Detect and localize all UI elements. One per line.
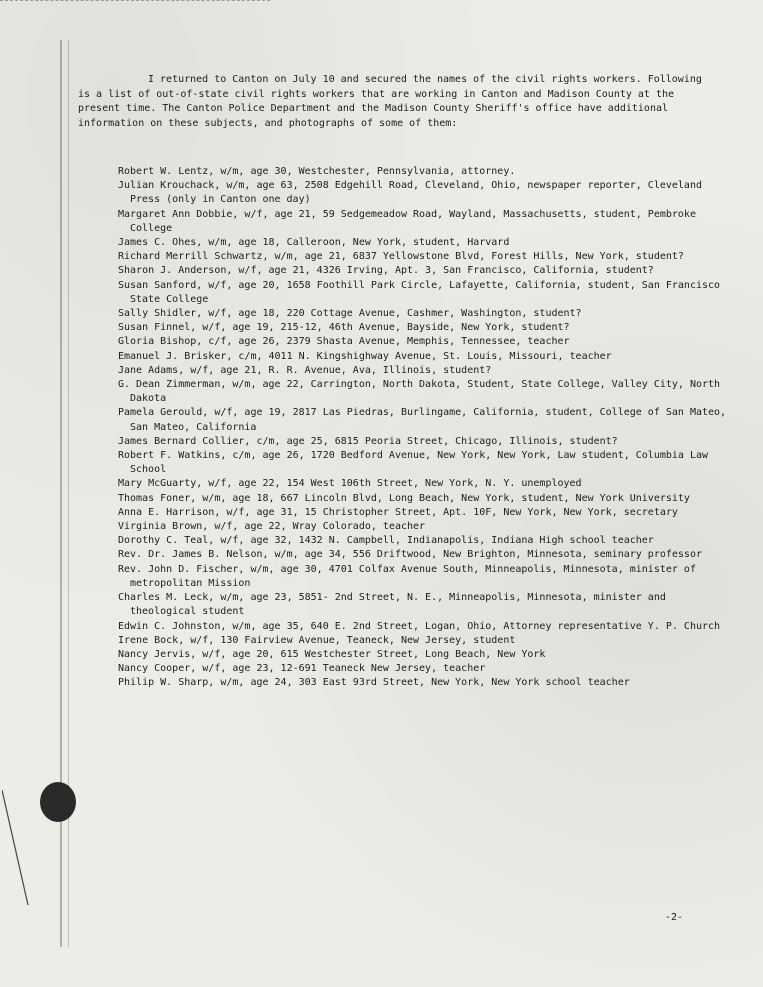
list-item (118, 449, 738, 477)
entry-text: James C. Ohes, w/m, age 18, Calleroon, New York, student, Harvard (118, 237, 510, 249)
list-item (118, 236, 738, 250)
entry-text: Richard Merrill Schwartz, w/m, age 21, 6837 Yellowstone Blvd, Forest Hills, New York, student? (118, 251, 684, 263)
list-item (118, 648, 738, 662)
list-item (118, 591, 738, 619)
entry-text: Robert F. Watkins, c/m, age 26, 1720 Bedford Avenue, New York, New York, Law student, Columbia Law School (118, 450, 715, 476)
entry-text: Anna E. Harrison, w/f, age 31, 15 Christopher Street, Apt. 10F, New York, New York, secretary (118, 506, 678, 518)
list-item (118, 364, 738, 378)
entry-text: Nancy Jervis, w/f, age 20, 615 Westchester Street, Long Beach, New York (118, 648, 546, 660)
entry-text: Irene Bock, w/f, 130 Fairview Avenue, Teaneck, New Jersey, student (118, 634, 516, 646)
list-item (118, 492, 738, 506)
entry-text: Thomas Foner, w/m, age 18, 667 Lincoln Blvd, Long Beach, New York, student, New York University (118, 492, 690, 504)
entry-text: Virginia Brown, w/f, age 22, Wray Colorado, teacher (118, 521, 426, 533)
list-item (118, 321, 738, 335)
list-item (118, 378, 738, 406)
list-item (118, 620, 738, 634)
list-item (118, 676, 738, 690)
list-item (118, 165, 738, 179)
entry-text: Jane Adams, w/f, age 21, R. R. Avenue, Ava, Illinois, student? (118, 364, 492, 376)
list-item (118, 179, 738, 207)
entry-text: Robert W. Lentz, w/m, age 30, Westchester, Pennsylvania, attorney. (118, 166, 516, 177)
entry-text: Pamela Gerould, w/f, age 19, 2817 Las Piedras, Burlingame, California, student, College of San Mateo, San Mateo, California (118, 407, 733, 433)
list-item (118, 662, 738, 676)
list-item (118, 506, 738, 520)
entry-text: Nancy Cooper, w/f, age 23, 12-691 Teaneck New Jersey, teacher (118, 663, 486, 675)
entry-text: Rev. John D. Fischer, w/m, age 30, 4701 Colfax Avenue South, Minneapolis, Minnesota, minister of metropolitan Mission (118, 563, 702, 589)
list-item (118, 335, 738, 349)
entry-text: Edwin C. Johnston, w/m, age 35, 640 E. 2nd Street, Logan, Ohio, Attorney representative Y. P. Church (118, 620, 721, 632)
intro-text: I returned to Canton on July 10 and secured the names of the civil rights workers. Following is a list of out-of-state civil rights workers that are working in Canton and Madison County at the present time. The Canton Police Department and the Madison County Sheriff's office have additional information on these subjects, and photographs of some of them: (78, 74, 702, 129)
list-item (118, 250, 738, 264)
entry-text: Julian Krouchack, w/m, age 63, 2508 Edgehill Road, Cleveland, Ohio, newspaper reporter, Cleveland Press (only in Canton one day) (118, 180, 709, 206)
top-dashed-line (0, 0, 270, 1)
list-item (118, 563, 738, 591)
page-edge-mark (2, 790, 32, 910)
entry-text: Charles M. Leck, w/m, age 23, 5851- 2nd Street, N. E., Minneapolis, Minnesota, minister and theological student (118, 592, 672, 618)
entry-text: Sally Shidler, w/f, age 18, 220 Cottage Avenue, Cashmer, Washington, student? (118, 308, 582, 320)
entry-text: James Bernard Collier, c/m, age 25, 6815 Peoria Street, Chicago, Illinois, student? (118, 435, 618, 447)
civil-rights-workers-list (118, 165, 738, 691)
entry-text: Rev. Dr. James B. Nelson, w/m, age 34, 556 Driftwood, New Brighton, Minnesota, seminary professor (118, 549, 702, 561)
intro-paragraph (78, 73, 718, 131)
list-item (118, 634, 738, 648)
list-item (118, 406, 738, 434)
entry-text: Gloria Bishop, c/f, age 26, 2379 Shasta Avenue, Memphis, Tennessee, teacher (118, 336, 570, 348)
entry-text: Emanuel J. Brisker, c/m, 4011 N. Kingshighway Avenue, St. Louis, Missouri, teacher (118, 350, 612, 362)
entry-text: Sharon J. Anderson, w/f, age 21, 4326 Irving, Apt. 3, San Francisco, California, student? (118, 265, 654, 277)
entry-text: Susan Sanford, w/f, age 20, 1658 Foothill Park Circle, Lafayette, California, student, San Francisco State College (118, 279, 727, 305)
list-item (118, 548, 738, 562)
list-item (118, 307, 738, 321)
list-item (118, 520, 738, 534)
list-item (118, 435, 738, 449)
list-item (118, 477, 738, 491)
page-number: -2- (665, 912, 684, 923)
entry-text: Susan Finnel, w/f, age 19, 215-12, 46th Avenue, Bayside, New York, student? (118, 322, 570, 334)
list-item (118, 279, 738, 307)
list-item (118, 534, 738, 548)
list-item (118, 208, 738, 236)
list-item (118, 350, 738, 364)
entry-text: Margaret Ann Dobbie, w/f, age 21, 59 Sedgemeadow Road, Wayland, Massachusetts, student, Pembroke College (118, 208, 702, 234)
entry-text: Dorothy C. Teal, w/f, age 32, 1432 N. Campbell, Indianapolis, Indiana High school teacher (118, 535, 654, 547)
list-item (118, 264, 738, 278)
entry-text: G. Dean Zimmerman, w/m, age 22, Carrington, North Dakota, Student, State College, Valley City, North Dakota (118, 379, 727, 405)
entry-text: Philip W. Sharp, w/m, age 24, 303 East 93rd Street, New York, New York school teacher (118, 677, 630, 689)
punch-hole (40, 782, 76, 822)
entry-text: Mary McGuarty, w/f, age 22, 154 West 106th Street, New York, N. Y. unemployed (118, 478, 582, 490)
